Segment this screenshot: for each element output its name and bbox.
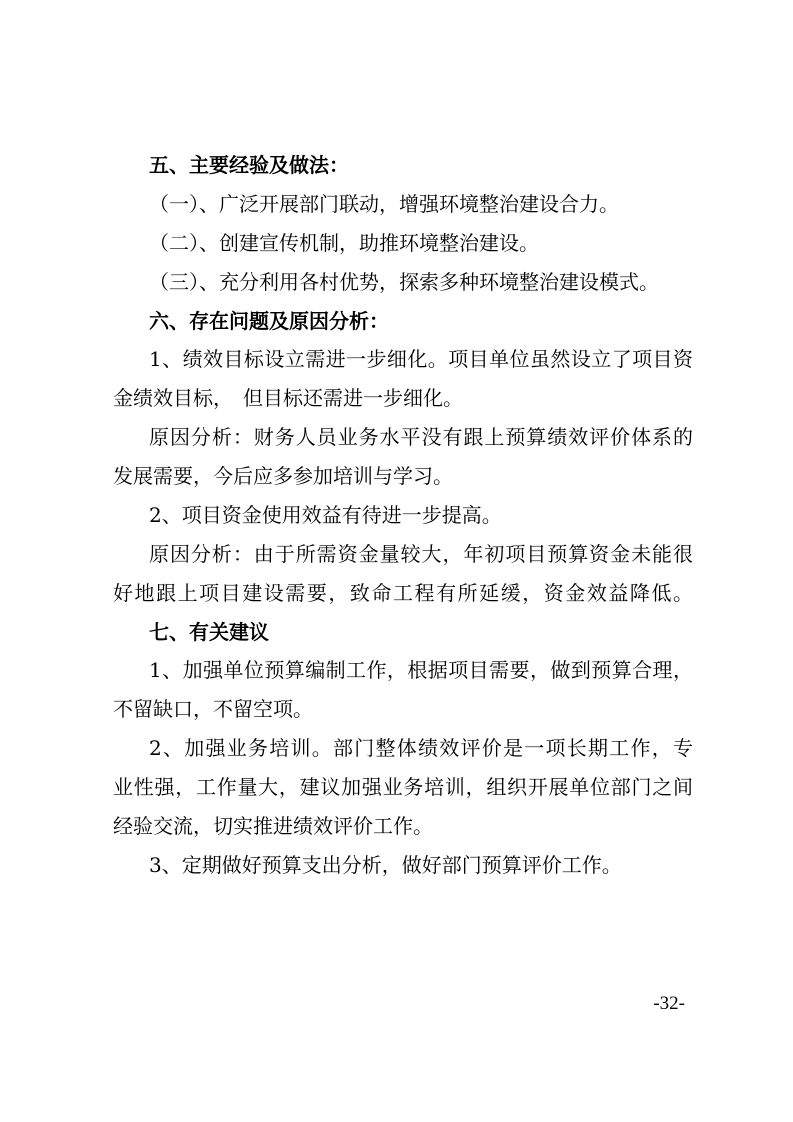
paragraph-line: 1、加强单位预算编制工作，根据项目需要，做到预算合理， [149, 658, 693, 682]
paragraph-line: 1、绩效目标设立需进一步细化。项目单位虽然设立了项目资 [149, 347, 693, 371]
section-heading-6: 六、存在问题及原因分析： [149, 309, 389, 333]
paragraph-line: 2、项目资金使用效益有待进一步提高。 [149, 503, 502, 527]
paragraph-line: （二）、创建宣传机制，助推环境整治建设。 [149, 231, 539, 255]
paragraph-line: 发展需要，今后应多参加培训与学习。 [113, 464, 453, 488]
paragraph-line: （一）、广泛开展部门联动，增强环境整治建设合力。 [149, 192, 619, 216]
paragraph-line: 业性强，工作量大，建议加强业务培训，组织开展单位部门之间 [113, 775, 693, 799]
paragraph-line: 不留缺口，不留空项。 [113, 697, 313, 721]
paragraph-line: 原因分析：财务人员业务水平没有跟上预算绩效评价体系的 [149, 425, 693, 449]
paragraph-line: 2、加强业务培训。部门整体绩效评价是一项长期工作，专 [149, 736, 693, 760]
paragraph-line: 金绩效目标， 但目标还需进一步细化。 [113, 386, 463, 410]
paragraph-line: 好地跟上项目建设需要，致命工程有所延缓，资金效益降低。 [113, 581, 693, 605]
paragraph-line: 经验交流，切实推进绩效评价工作。 [113, 814, 433, 838]
section-heading-7: 七、有关建议 [149, 620, 269, 644]
page-number: -32- [653, 993, 685, 1014]
section-heading-5: 五、主要经验及做法： [149, 153, 349, 177]
paragraph-line: （三）、充分利用各村优势，探索多种环境整治建设模式。 [149, 270, 659, 294]
paragraph-line: 原因分析：由于所需资金量较大，年初项目预算资金未能很 [149, 542, 693, 566]
paragraph-line: 3、定期做好预算支出分析，做好部门预算评价工作。 [149, 853, 622, 877]
